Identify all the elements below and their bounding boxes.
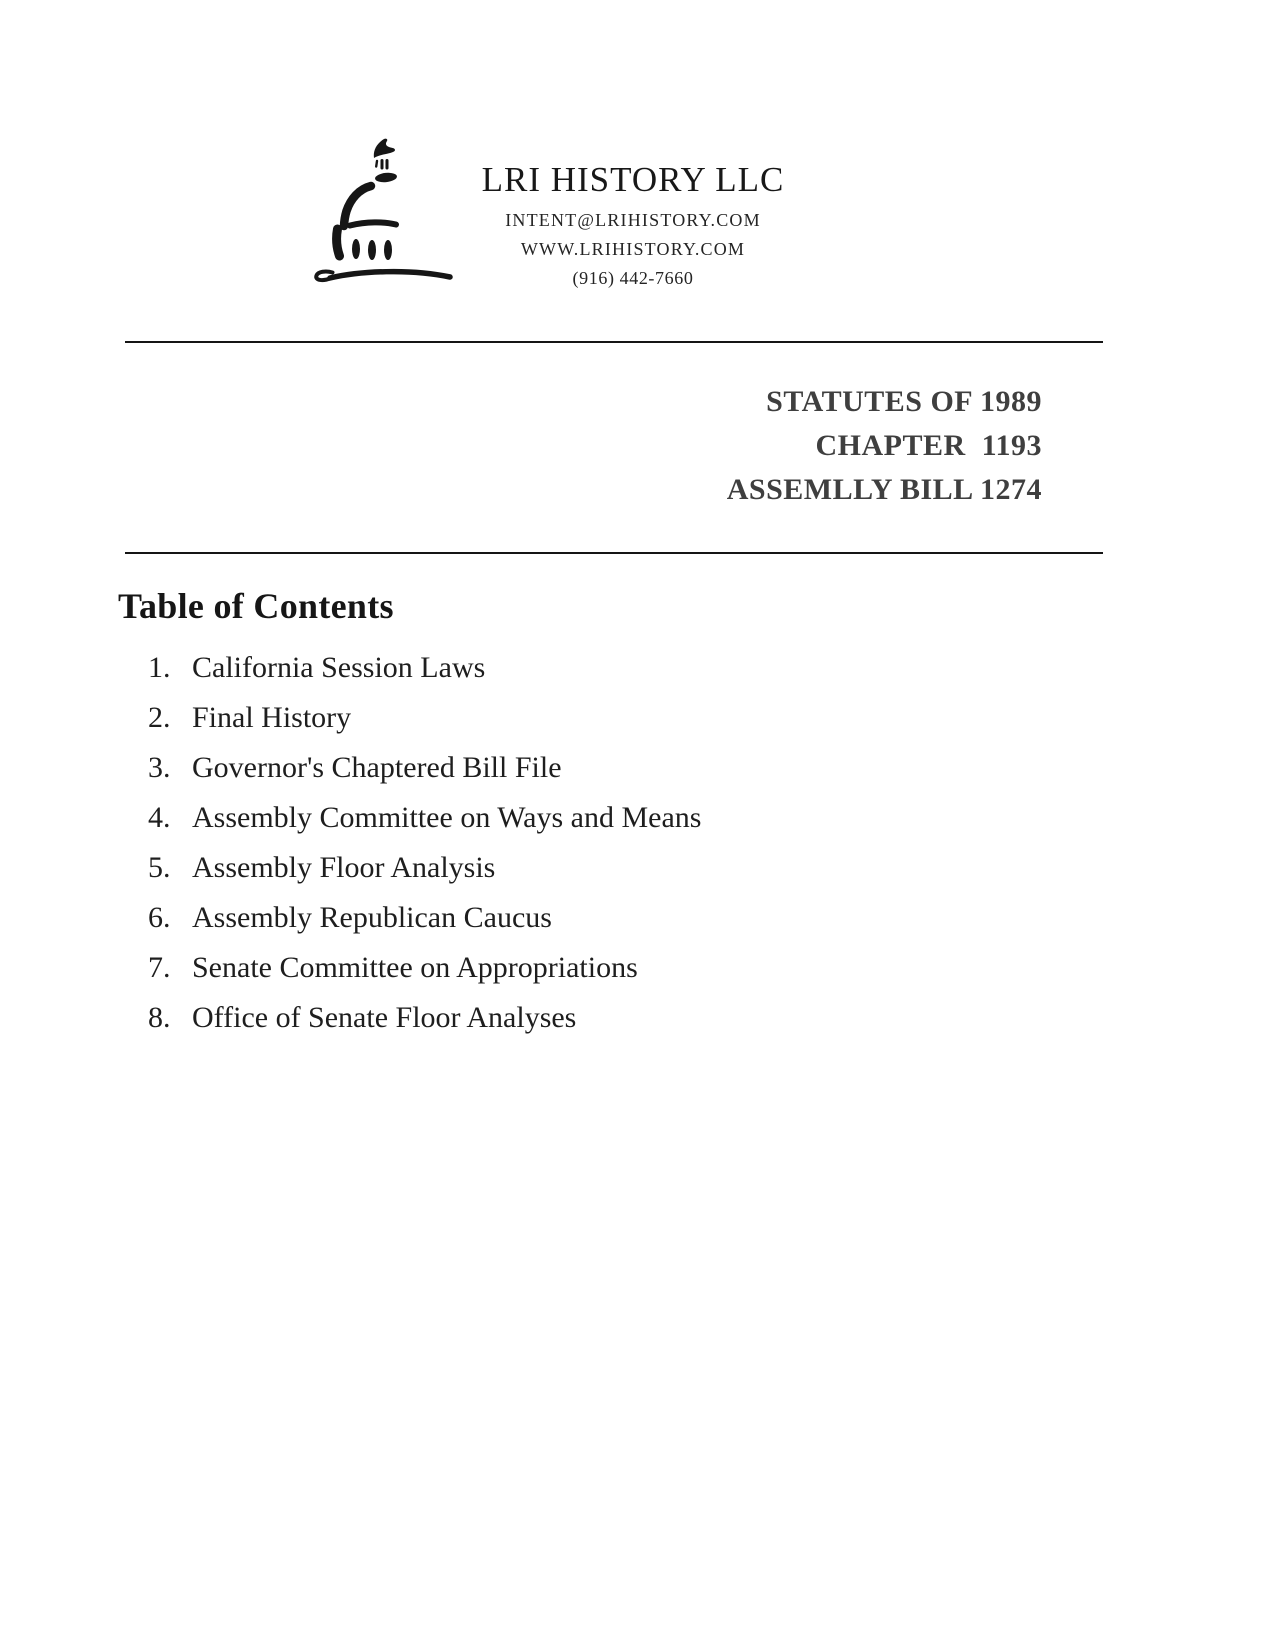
company-email: INTENT@LRIHISTORY.COM: [505, 210, 761, 230]
toc-item-label: Senate Committee on Appropriations: [192, 951, 638, 984]
letterhead: [458, 160, 808, 293]
statutes-line: STATUTES OF 1989: [766, 385, 1042, 418]
capitol-dome-logo-icon: [300, 125, 480, 295]
company-phone: (916) 442-7660: [572, 268, 694, 288]
company-name: LRI HISTORY LLC: [481, 160, 785, 199]
toc-item-label: Assembly Republican Caucus: [192, 901, 552, 934]
top-divider-line: [125, 341, 1103, 343]
toc-item: [148, 800, 701, 836]
toc-item-number: 4.: [148, 801, 171, 834]
toc-item-number: 1.: [148, 651, 171, 684]
toc-item: [148, 950, 701, 986]
toc-item: [148, 700, 701, 736]
toc-item: [148, 900, 701, 936]
toc-list: [148, 650, 701, 1050]
toc-item-label: Office of Senate Floor Analyses: [192, 1001, 577, 1034]
logo-flag-stroke: [374, 139, 395, 158]
toc-item-label: Assembly Floor Analysis: [192, 851, 496, 884]
toc-item: [148, 650, 701, 686]
statute-title-block: [727, 380, 1042, 512]
toc-item-label: Assembly Committee on Ways and Means: [192, 801, 702, 834]
toc-item: [148, 750, 701, 786]
toc-item-label: Final History: [192, 701, 352, 734]
toc-heading: Table of Contents: [118, 586, 394, 626]
toc-item-number: 7.: [148, 951, 171, 984]
toc-item-number: 5.: [148, 851, 171, 884]
company-website: WWW.LRIHISTORY.COM: [520, 239, 746, 259]
toc-item-number: 3.: [148, 751, 171, 784]
chapter-line: CHAPTER 1193: [815, 429, 1042, 462]
toc-item-number: 8.: [148, 1001, 171, 1034]
toc-item-label: Governor's Chaptered Bill File: [192, 751, 562, 784]
toc-item: [148, 1000, 701, 1036]
assembly-bill-line: ASSEMLLY BILL 1274: [726, 473, 1042, 506]
toc-item-number: 6.: [148, 901, 171, 934]
bottom-divider-line: [125, 552, 1103, 554]
logo-lantern-stroke: [375, 172, 398, 183]
toc-item-number: 2.: [148, 701, 171, 734]
toc-item: [148, 850, 701, 886]
toc-item-label: California Session Laws: [192, 651, 486, 684]
